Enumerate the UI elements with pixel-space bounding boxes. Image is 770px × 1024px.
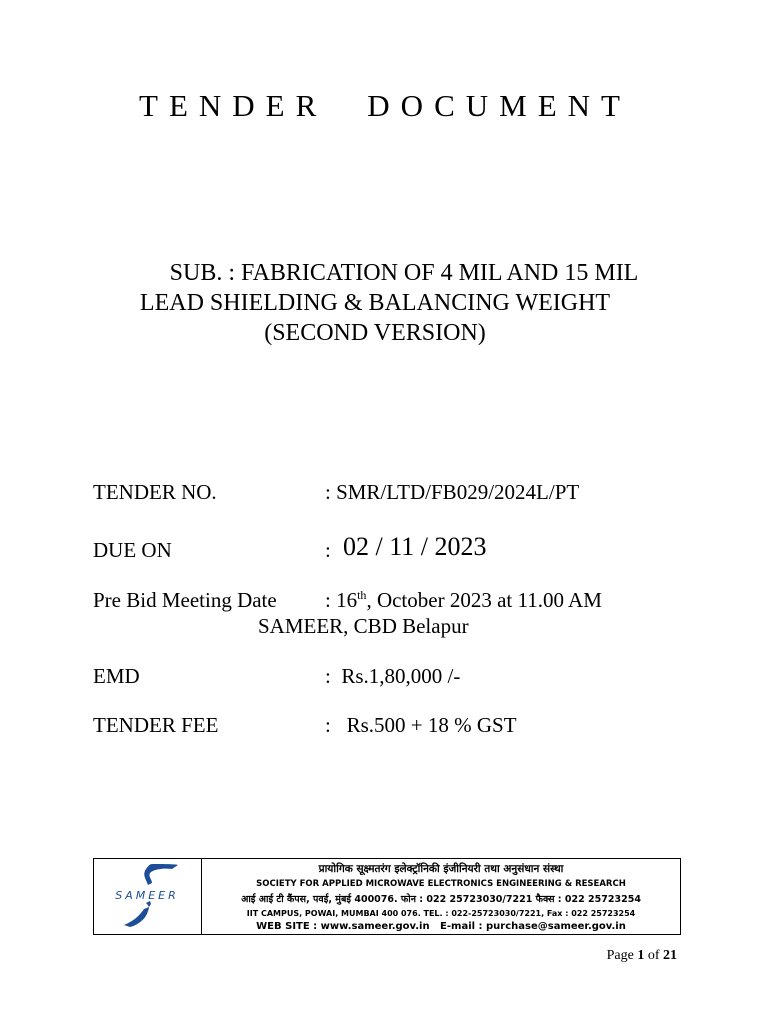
tender-no-row [93,480,580,505]
due-on-value: 02 / 11 / 2023 [343,532,487,561]
emd-row [93,664,461,689]
english-org-name: SOCIETY FOR APPLIED MICROWAVE ELECTRONICS ENGINEERING & RESEARCH [256,879,626,889]
pre-bid-label: Pre Bid Meeting Date [93,588,277,612]
title-word-1: TENDER [139,88,328,123]
tender-no-label: TENDER NO. [93,480,217,504]
page-current: 1 [637,948,645,963]
pre-bid-sup: th [357,588,367,602]
page-number [607,948,677,964]
due-on-colon: : [325,538,331,562]
web-email: WEB SITE : www.sameer.gov.in E-mail : purchase@sameer.gov.in [256,921,626,932]
letterhead-footer [93,858,681,935]
emd-value: : Rs.1,80,000 /- [325,664,461,688]
subject-block [0,258,770,348]
tender-no-value: : SMR/LTD/FB029/2024L/PT [325,480,580,504]
tender-fee-label: TENDER FEE [93,713,219,737]
tender-fee-value: : Rs.500 + 18 % GST [325,713,517,737]
logo-text: SAMEER [115,889,179,902]
subject-line-3: (SECOND VERSION) [264,320,486,346]
page-of: of [647,948,660,963]
pre-bid-suffix: , October 2023 at 11.00 AM [366,588,602,612]
page-prefix: Page [606,948,634,963]
sameer-logo-icon [94,859,201,934]
pre-bid-venue: SAMEER, CBD Belapur [258,614,469,638]
hindi-address: आई आई टी कैंपस, पवई, मुंबई 400076. फोन : 022 25723030/7221 फैक्स : 022 25723254 [241,894,641,905]
due-on-label: DUE ON [93,538,172,562]
subject-line-2: LEAD SHIELDING & BALANCING WEIGHT [139,290,611,316]
pre-bid-row [93,588,602,638]
document-title [0,88,770,124]
tender-fee-row [93,713,517,738]
pre-bid-value [325,588,602,613]
title-word-2: DOCUMENT [367,88,631,123]
pre-bid-prefix: : 16 [325,588,358,612]
due-on-row [93,532,487,563]
english-address: IIT CAMPUS, POWAI, MUMBAI 400 076. TEL. : 022-25723030/7221, Fax : 022 25723254 [246,909,636,918]
page-total: 21 [663,948,677,963]
letterhead-text [202,859,680,934]
sameer-logo [94,859,202,934]
hindi-org-name: प्रायोगिक सूक्ष्मतरंग इलेक्ट्रॉनिकी इंजीनियरी तथा अनुसंधान संस्था [318,863,564,875]
emd-label: EMD [93,664,140,688]
subject-line-1: SUB. : FABRICATION OF 4 MIL AND 15 MIL [169,260,639,286]
